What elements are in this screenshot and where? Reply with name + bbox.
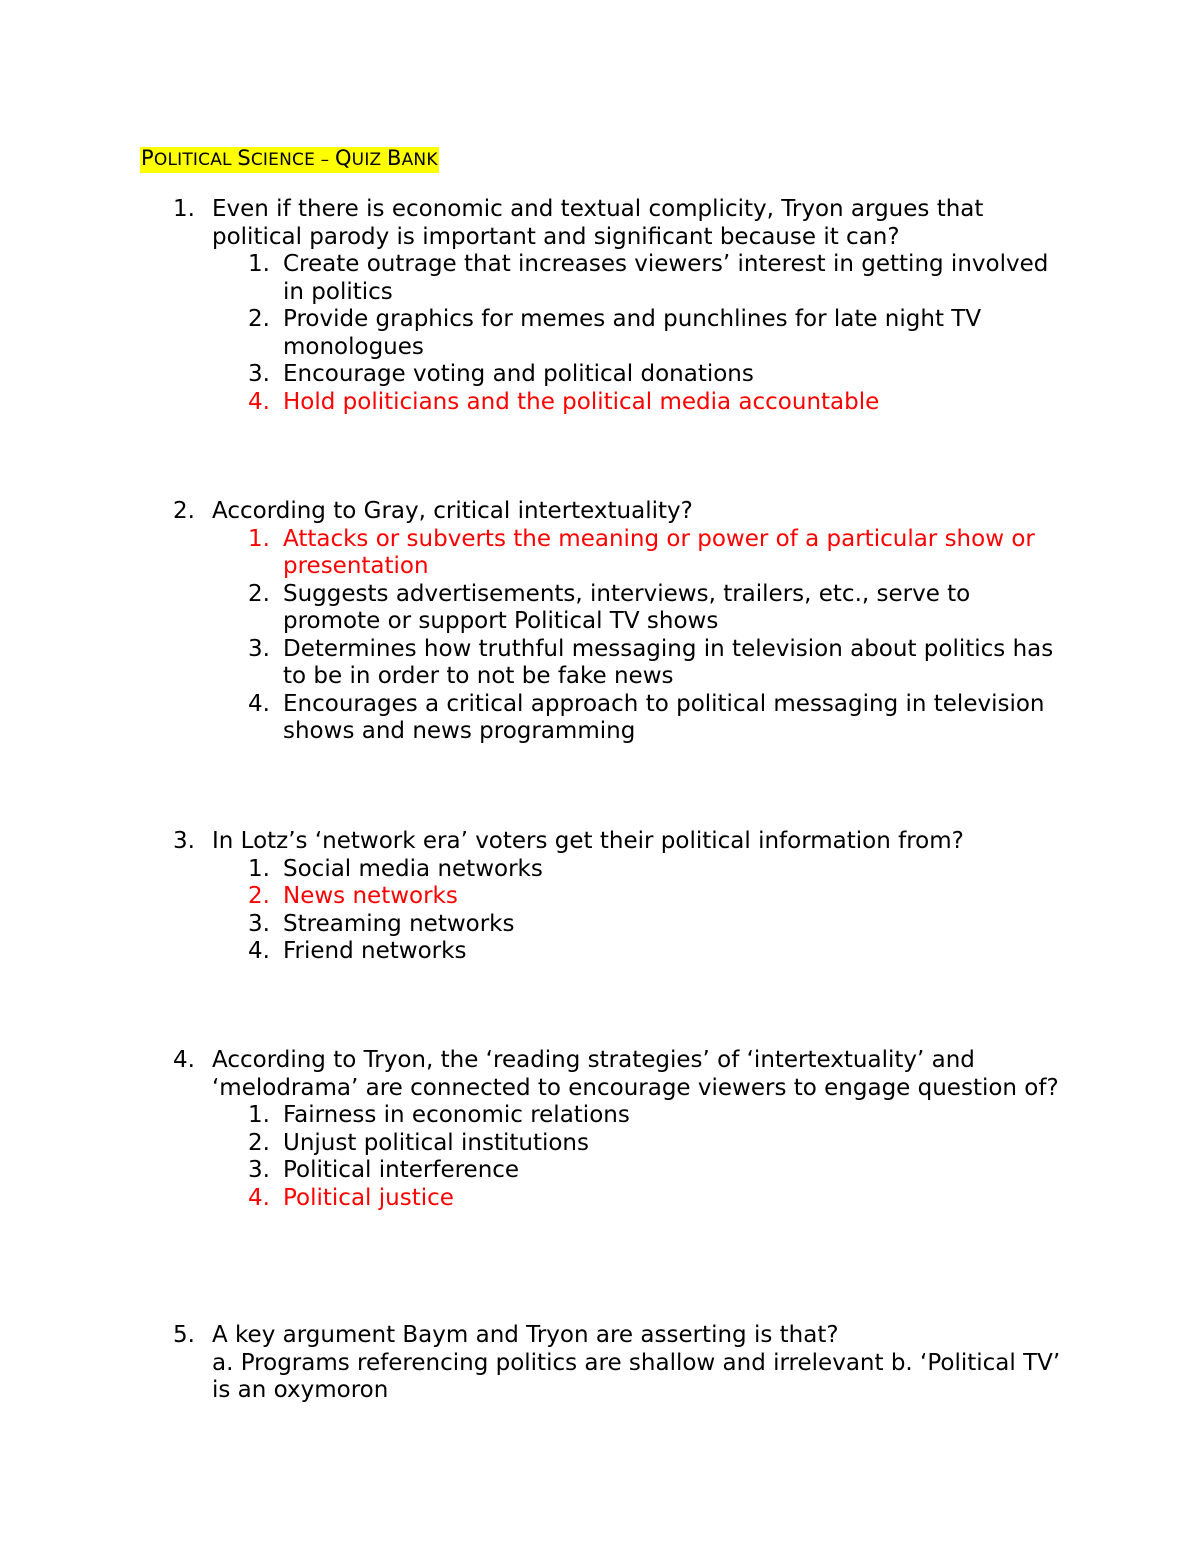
question-number: 1. bbox=[173, 196, 195, 222]
answer-option: 2. Suggests advertisements, interviews, trailers, etc., serve to promote or support Political TV shows bbox=[248, 580, 971, 634]
question-stem bbox=[173, 1322, 1073, 1350]
answer-option: 3. Streaming networks bbox=[248, 910, 515, 937]
answer-option: 1. Create outrage that increases viewers’ interest in getting involved in politics bbox=[248, 251, 1049, 305]
question-text: According to Gray, critical intertextuality? bbox=[212, 498, 693, 524]
answer-options bbox=[173, 856, 1073, 966]
answer-options bbox=[173, 1102, 1073, 1212]
question-text: A key argument Baym and Tryon are asserting is that? bbox=[212, 1322, 839, 1348]
question-number: 3. bbox=[173, 828, 195, 854]
question-subtext: a. Programs referencing politics are shallow and irrelevant b. ‘Political TV’ is an oxymoron bbox=[212, 1349, 1061, 1403]
answer-option: 2. Unjust political institutions bbox=[248, 1129, 589, 1156]
answer-option: 1. Social media networks bbox=[248, 855, 543, 882]
answer-options bbox=[173, 251, 1073, 416]
question-stem bbox=[173, 498, 1073, 526]
question-text: In Lotz’s ‘network era’ voters get their political information from? bbox=[212, 828, 964, 854]
question-number: 5. bbox=[173, 1322, 195, 1348]
question-number: 2. bbox=[173, 498, 195, 524]
answer-option: 1. Fairness in economic relations bbox=[248, 1102, 630, 1128]
question-text: Even if there is economic and textual complicity, Tryon argues that political parody is important and significant because it can? bbox=[212, 196, 984, 250]
question-text: According to Tryon, the ‘reading strategies’ of ‘intertextuality’ and ‘melodrama’ are connected to encourage viewers to engage question of? bbox=[212, 1047, 1059, 1101]
answer-option: 4. Friend networks bbox=[248, 938, 467, 964]
answer-option: 3. Determines how truthful messaging in television about politics has to be in order to not be fake news bbox=[248, 635, 1054, 689]
question-4 bbox=[173, 1047, 1073, 1212]
question-2 bbox=[173, 498, 1073, 746]
answer-options bbox=[173, 526, 1073, 746]
correct-answer-option: 2. News networks bbox=[248, 883, 458, 909]
title-highlight: POLITICAL SCIENCE – QUIZ BANK bbox=[140, 147, 439, 173]
correct-answer-option: 4. Political justice bbox=[248, 1184, 454, 1211]
page-title bbox=[140, 144, 439, 172]
correct-answer-option: 4. Hold politicians and the political media accountable bbox=[248, 388, 880, 415]
correct-answer-option: 1. Attacks or subverts the meaning or power of a particular show or presentation bbox=[248, 525, 1035, 579]
question-5 bbox=[173, 1322, 1073, 1405]
question-stem bbox=[173, 828, 1073, 856]
question-1 bbox=[173, 196, 1073, 416]
answer-option: 4. Encourages a critical approach to political messaging in television shows and news programming bbox=[248, 690, 1045, 744]
question-3 bbox=[173, 828, 1073, 966]
answer-option: 3. Encourage voting and political donations bbox=[248, 361, 754, 387]
question-number: 4. bbox=[173, 1047, 195, 1073]
question-stem bbox=[173, 196, 1073, 251]
question-stem bbox=[173, 1047, 1073, 1102]
answer-option: 3. Political interference bbox=[248, 1157, 520, 1183]
answer-option: 2. Provide graphics for memes and punchlines for late night TV monologues bbox=[248, 306, 982, 360]
